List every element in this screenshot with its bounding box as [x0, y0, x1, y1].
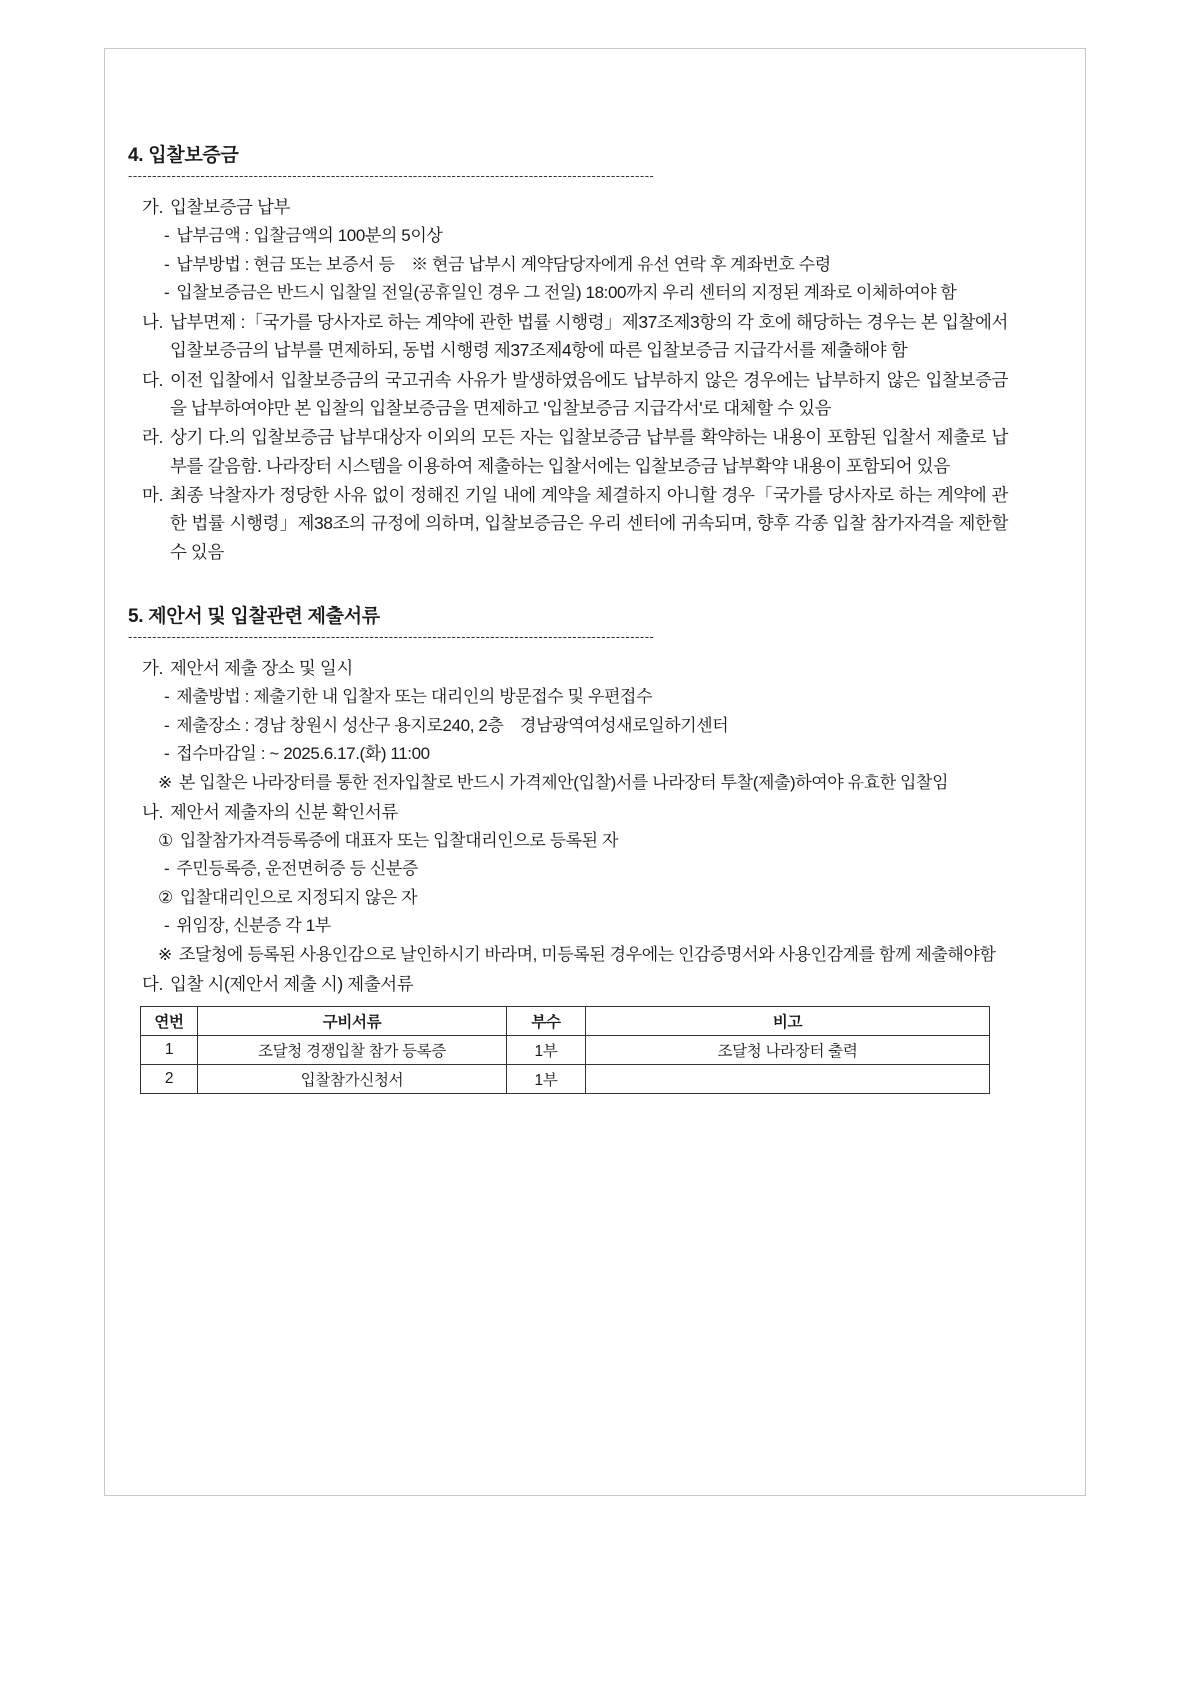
cell-remarks — [586, 1064, 990, 1093]
list-marker: - — [164, 254, 170, 274]
note-text: 본 입찰은 나라장터를 통한 전자입찰로 반드시 가격제안(입찰)서를 나라장터 투찰(제출)하여야 유효한 입찰임 — [178, 772, 949, 792]
list-marker: 가. — [142, 197, 163, 217]
list-item — [142, 798, 1008, 826]
list-marker: 나. — [142, 801, 163, 822]
note-marker: ※ — [158, 772, 172, 792]
list-item — [164, 912, 1008, 940]
list-text: 주민등록증, 운전면허증 등 신분증 — [176, 859, 418, 879]
list-item — [158, 884, 1008, 912]
list-item — [164, 712, 1008, 740]
list-marker: ① — [158, 830, 173, 850]
list-text: 상기 다.의 입찰보증금 납부대상자 이외의 모든 자는 입찰보증금 납부를 확약하는 내용이 포함된 입찰서 제출로 납부를 갈음함. 나라장터 시스템을 이용하여 제출하는 입찰서에는 입찰보증금 납부확약 내용이 포함되어 있음 — [169, 427, 1008, 476]
list-text: 납부방법 : 현금 또는 보증서 등 ※ 현금 납부시 계약담당자에게 유선 연락 후 계좌번호 수령 — [176, 254, 831, 274]
list-marker: 가. — [142, 658, 163, 679]
list-text: 이전 입찰에서 입찰보증금의 국고귀속 사유가 발생하였음에도 납부하지 않은 경우에는 납부하지 않은 입찰보증금을 납부하여야만 본 입찰의 입찰보증금을 면제하고 '입찰보증금 지급각서'로 대체할 수 있음 — [169, 369, 1008, 418]
list-marker: - — [164, 744, 170, 764]
list-marker: - — [164, 687, 170, 707]
section-title-5: 5. 제안서 및 입찰관련 제출서류 — [128, 606, 380, 628]
cell-no: 2 — [141, 1064, 198, 1093]
list-text: 제안서 제출자의 신분 확인서류 — [169, 801, 398, 822]
list-item — [164, 740, 1008, 768]
list-item — [164, 855, 1008, 883]
list-item — [142, 366, 1008, 423]
column-header-count: 부수 — [507, 1006, 586, 1035]
list-item — [164, 222, 1008, 250]
required-documents-table — [140, 1006, 990, 1094]
document-content — [128, 140, 1008, 1094]
list-marker: 다. — [142, 369, 163, 390]
list-item — [158, 827, 1008, 855]
note-marker: ※ — [158, 944, 172, 964]
list-item — [164, 279, 1008, 307]
list-text: 입찰참가자격등록증에 대표자 또는 입찰대리인으로 등록된 자 — [179, 830, 619, 850]
cell-remarks: 조달청 나라장터 출력 — [586, 1035, 990, 1064]
list-item-note — [158, 941, 1008, 969]
list-item — [142, 423, 1008, 480]
list-item — [164, 251, 1008, 279]
section-divider-4: ------------------------------------------------------------------------------------------------------------- — [128, 169, 655, 183]
list-text: 입찰대리인으로 지정되지 않은 자 — [179, 887, 418, 907]
list-item — [164, 683, 1008, 711]
list-marker: - — [164, 283, 170, 303]
section-divider-5: ------------------------------------------------------------------------------------------------------------- — [128, 630, 655, 645]
column-header-document: 구비서류 — [198, 1006, 507, 1035]
list-text: 납부면제 :「국가를 당사자로 하는 계약에 관한 법률 시행령」제37조제3항의 각 호에 해당하는 경우는 본 입찰에서 입찰보증금의 납부를 면제하되, 동법 시행령 제37조제4항에 따른 입찰보증금 지급각서를 제출해야 함 — [169, 311, 1008, 361]
table-row — [141, 1035, 990, 1064]
list-text: 최종 낙찰자가 정당한 사유 없이 정해진 기일 내에 계약을 체결하지 아니할 경우「국가를 당사자로 하는 계약에 관한 법률 시행령」제38조의 규정에 의하며, 입찰보증금은 우리 센터에 귀속되며, 향후 각종 입찰 참가자격을 제한할 수 있음 — [169, 485, 1008, 562]
list-marker: 마. — [142, 485, 163, 505]
table-row — [141, 1064, 990, 1093]
list-marker: 다. — [142, 973, 163, 994]
list-text: 제안서 제출 장소 및 일시 — [169, 658, 353, 679]
list-text: 납부금액 : 입찰금액의 100분의 5이상 — [176, 226, 443, 246]
list-marker: ② — [158, 887, 173, 907]
list-text: 입찰보증금은 반드시 입찰일 전일(공휴일인 경우 그 전일) 18:00까지 우리 센터의 지정된 계좌로 이체하여야 함 — [176, 283, 957, 303]
list-marker: - — [164, 916, 170, 936]
list-marker: - — [164, 859, 170, 879]
table-header-row — [141, 1006, 990, 1035]
list-item — [142, 193, 1008, 221]
list-marker: - — [164, 226, 170, 246]
note-text: 조달청에 등록된 사용인감으로 날인하시기 바라며, 미등록된 경우에는 인감증명서와 사용인감계를 함께 제출해야함 — [178, 944, 996, 964]
section-title-4: 4. 입찰보증금 — [128, 145, 239, 166]
list-text: 제출방법 : 제출기한 내 입찰자 또는 대리인의 방문접수 및 우편접수 — [176, 687, 653, 707]
cell-count: 1부 — [507, 1035, 586, 1064]
list-text: 입찰보증금 납부 — [169, 197, 290, 217]
list-text: 제출장소 : 경남 창원시 성산구 용지로240, 2층 경남광역여성새로일하기센터 — [176, 715, 729, 735]
list-item — [142, 308, 1008, 365]
list-item-note — [158, 769, 1008, 797]
cell-no: 1 — [141, 1035, 198, 1064]
cell-count: 1부 — [507, 1064, 586, 1093]
list-item — [142, 481, 1008, 566]
list-marker: 나. — [142, 311, 163, 332]
list-marker: - — [164, 715, 170, 735]
list-text: 입찰 시(제안서 제출 시) 제출서류 — [169, 973, 414, 994]
list-item — [142, 654, 1008, 682]
list-text: 위임장, 신분증 각 1부 — [176, 916, 331, 936]
column-header-no: 연번 — [141, 1006, 198, 1035]
cell-document: 조달청 경쟁입찰 참가 등록증 — [198, 1035, 507, 1064]
list-item — [142, 970, 1008, 998]
column-header-remarks: 비고 — [586, 1006, 990, 1035]
list-marker: 라. — [142, 427, 163, 448]
cell-document: 입찰참가신청서 — [198, 1064, 507, 1093]
list-text: 접수마감일 : ~ 2025.6.17.(화) 11:00 — [176, 744, 430, 764]
